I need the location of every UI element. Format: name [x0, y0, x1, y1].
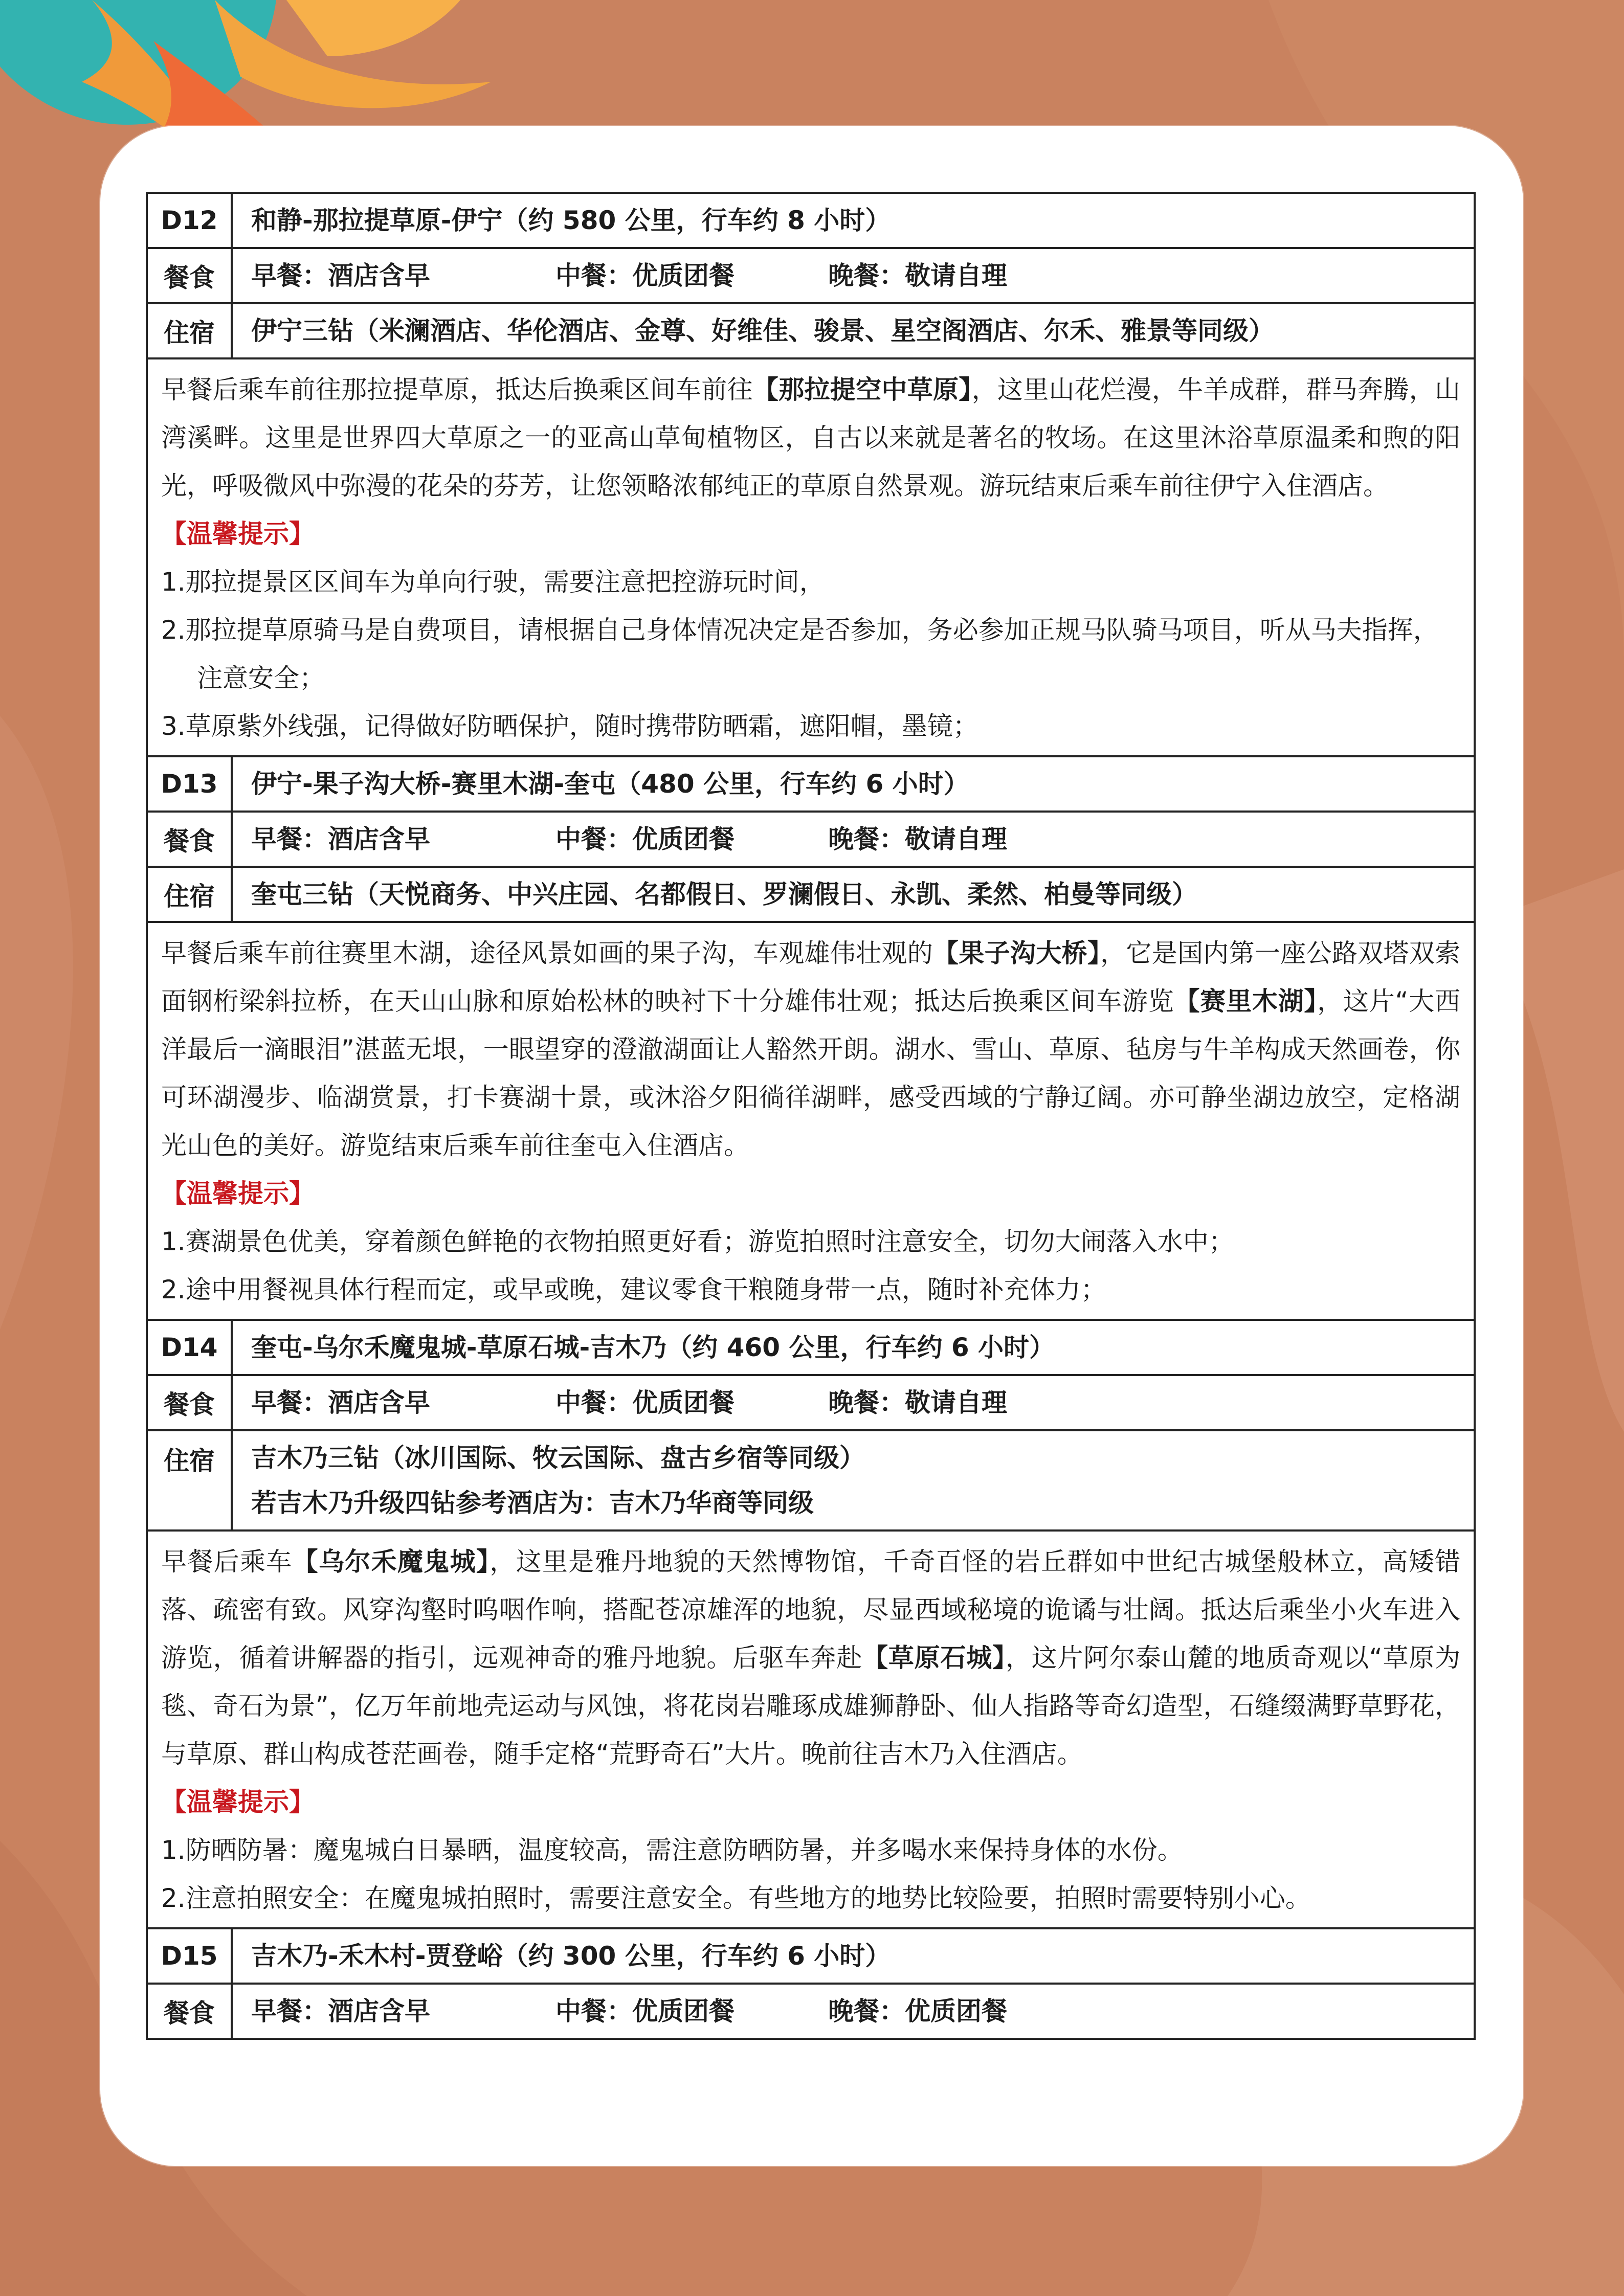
hotel-row: [147, 1430, 1475, 1530]
tip-item: 2.那拉提草原骑马是自费项目，请根据自己身体情况决定是否参加，务必参加正规马队骑马项目，听从马夫指挥，注意安全；: [161, 615, 1439, 693]
day-description: 早餐后乘车前往那拉提草原，抵达后换乘区间车前往【那拉提空中草原】，这里山花烂漫，牛羊成群，群马奔腾，山湾溪畔。这里是世界四大草原之一的亚高山草甸植物区，自古以来就是著名的牧场。在这里沐浴草原温柔和煦的阳光，呼吸微风中弥漫的花朵的芬芳，让您领略浓郁纯正的草原自然景观。游玩结束后乘车前往伊宁入住酒店。: [161, 375, 1461, 501]
day-description-cell: [147, 358, 1475, 756]
breakfast-info: 早餐：酒店含早: [251, 824, 430, 854]
day-route: 吉木乃-禾木村-贾登峪（约 300 公里，行车约 6 小时）: [232, 1928, 1475, 1984]
tip-item: 1.那拉提景区区间车为单向行驶，需要注意把控游玩时间，: [161, 567, 825, 597]
day-description: 早餐后乘车前往赛里木湖，途径风景如画的果子沟，车观雄伟壮观的【果子沟大桥】，它是国内第一座公路双塔双索面钢桁梁斜拉桥，在天山山脉和原始松林的映衬下十分雄伟壮观；抵达后换乘区间车游览【赛里木湖】，这片“大西洋最后一滴眼泪”湛蓝无垠，一眼望穿的澄澈湖面让人豁然开朗。湖水、雪山、草原、毡房与牛羊构成天然画卷，你可环湖漫步、临湖赏景，打卡赛湖十景，或沐浴夕阳徜徉湖畔，感受西域的宁静辽阔。亦可静坐湖边放空，定格湖光山色的美好。游览结束后乘车前往奎屯入住酒店。: [161, 938, 1461, 1160]
dinner-info: 晚餐：优质团餐: [828, 1996, 1007, 2026]
attraction-highlight: 【赛里木湖】: [1174, 986, 1318, 1016]
tip-item: 2.注意拍照安全：在魔鬼城拍照时，需要注意安全。有些地方的地势比较险要，拍照时需要特别小心。: [161, 1883, 1311, 1913]
day-detail-row: [147, 1530, 1475, 1928]
day-header-row: [147, 1320, 1475, 1375]
day-number: D15: [147, 1928, 232, 1984]
hotel-row: [147, 867, 1475, 922]
tips-title: 【温馨提示】: [161, 1179, 315, 1208]
day-detail-row: [147, 358, 1475, 756]
hotel-info: 伊宁三钻（米澜酒店、华伦酒店、金尊、好维佳、骏景、星空阁酒店、尔禾、雅景等同级）: [232, 303, 1475, 358]
hotel-row: [147, 303, 1475, 358]
meals-row: [147, 248, 1475, 303]
itinerary-table: [146, 192, 1476, 2040]
day-number: D12: [147, 193, 232, 248]
tip-item: 3.草原紫外线强，记得做好防晒保护，随时携带防晒霜，遮阳帽，墨镜；: [161, 711, 978, 741]
dinner-info: 晚餐：敬请自理: [828, 824, 1007, 854]
day-description: 早餐后乘车【乌尔禾魔鬼城】，这里是雅丹地貌的天然博物馆，千奇百怪的岩丘群如中世纪古城堡般林立，高矮错落、疏密有致。风穿沟壑时呜咽作响，搭配苍凉雄浑的地貌，尽显西域秘境的诡谲与壮阔。抵达后乘坐小火车进入游览，循着讲解器的指引，远观神奇的雅丹地貌。后驱车奔赴【草原石城】，这片阿尔泰山麓的地质奇观以“草原为毯、奇石为景”，亿万年前地壳运动与风蚀，将花岗岩雕琢成雄狮静卧、仙人指路等奇幻造型，石缝缀满野草野花，与草原、群山构成苍茫画卷，随手定格“荒野奇石”大片。晚前往吉木乃入住酒店。: [161, 1547, 1461, 1769]
tips-title: 【温馨提示】: [161, 1787, 315, 1817]
hotel-info: 吉木乃三钻（冰川国际、牧云国际、盘古乡宿等同级）: [251, 1443, 865, 1473]
meals-label: 餐食: [147, 1375, 232, 1430]
hotel-info: 奎屯三钻（天悦商务、中兴庄园、名都假日、罗澜假日、永凯、柔然、柏曼等同级）: [232, 867, 1475, 922]
breakfast-info: 早餐：酒店含早: [251, 1996, 430, 2026]
dinner-info: 晚餐：敬请自理: [828, 1388, 1007, 1417]
day-detail-row: [147, 922, 1475, 1320]
attraction-highlight: 【草原石城】: [862, 1643, 1006, 1673]
day-route: 伊宁-果子沟大桥-赛里木湖-奎屯（480 公里，行车约 6 小时）: [232, 756, 1475, 812]
meals-label: 餐食: [147, 1984, 232, 2039]
day-header-row: [147, 756, 1475, 812]
day-description-cell: [147, 1530, 1475, 1928]
day-header-row: [147, 193, 1475, 248]
hotel-label: 住宿: [147, 867, 232, 922]
day-route: 奎屯-乌尔禾魔鬼城-草原石城-吉木乃（约 460 公里，行车约 6 小时）: [232, 1320, 1475, 1375]
lunch-info: 中餐：优质团餐: [555, 824, 735, 854]
meals-row: [147, 812, 1475, 867]
tip-item: 1.赛湖景色优美，穿着颜色鲜艳的衣物拍照更好看；游览拍照时注意安全，切勿大闹落入水中；: [161, 1227, 1234, 1256]
day-number: D13: [147, 756, 232, 812]
attraction-highlight: 【果子沟大桥】: [933, 938, 1101, 968]
meals-row: [147, 1984, 1475, 2039]
meals-row: [147, 1375, 1475, 1430]
breakfast-info: 早餐：酒店含早: [251, 1388, 430, 1417]
tips-title: 【温馨提示】: [161, 519, 315, 549]
hotel-label: 住宿: [147, 303, 232, 358]
tip-item: 2.途中用餐视具体行程而定，或早或晚，建议零食干粮随身带一点，随时补充体力；: [161, 1275, 1106, 1304]
day-description-cell: [147, 922, 1475, 1320]
day-header-row: [147, 1928, 1475, 1984]
attraction-highlight: 【乌尔禾魔鬼城】: [292, 1547, 490, 1577]
lunch-info: 中餐：优质团餐: [555, 261, 735, 290]
tip-item: 1.防晒防暑：魔鬼城白日暴晒，温度较高，需注意防晒防暑，并多喝水来保持身体的水份。: [161, 1835, 1183, 1865]
hotel-upgrade-info: 若吉木乃升级四钻参考酒店为：吉木乃华商等同级: [251, 1488, 814, 1518]
breakfast-info: 早餐：酒店含早: [251, 261, 430, 290]
day-number: D14: [147, 1320, 232, 1375]
meals-label: 餐食: [147, 248, 232, 303]
dinner-info: 晚餐：敬请自理: [828, 261, 1007, 290]
meals-label: 餐食: [147, 812, 232, 867]
attraction-highlight: 【那拉提空中草原】: [752, 375, 972, 404]
day-route: 和静-那拉提草原-伊宁（约 580 公里，行车约 8 小时）: [232, 193, 1475, 248]
lunch-info: 中餐：优质团餐: [555, 1388, 735, 1417]
lunch-info: 中餐：优质团餐: [555, 1996, 735, 2026]
hotel-label: 住宿: [147, 1430, 232, 1530]
